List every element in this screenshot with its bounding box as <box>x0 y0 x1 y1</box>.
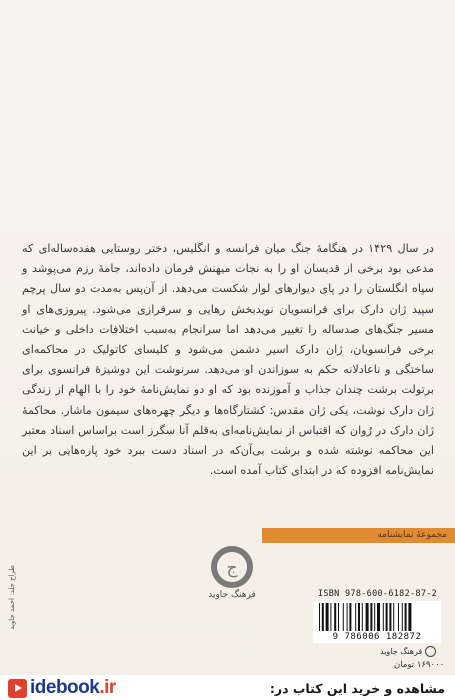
publisher-small-icon <box>425 646 436 657</box>
brand-name-main: idebook <box>30 677 100 698</box>
publisher-logo-letter: ج <box>226 558 238 578</box>
brand-name <box>30 677 116 699</box>
price: ۱۶۹۰۰۰ تومان <box>394 660 445 670</box>
isbn-text: ISBN 978-600-6182-87-2 <box>317 589 438 599</box>
promo-cta-text[interactable]: مشاهده و خرید این کتاب در: <box>269 681 445 696</box>
publisher-logo-icon <box>210 545 254 589</box>
back-cover-blurb: در سال ۱۴۲۹ در هنگامهٔ جنگ میان فرانسه و انگلیس، دختر روستایی هفده‌ساله‌ای که مدعی بود برخی از قدیسان او را به نجات میهنش فرمان داده‌اند، جامهٔ رزم می‌پوشد و سپاه انگلستان را در پای دیوارهای لوار شکست می‌دهد. از آن‌پس به‌مدت دو سال پرچم سپید ژان دارک برای فرانسویان نویدبخش رهایی و سرفرازی می‌شود. پیروزی‌های او مسیر جنگ‌های صدساله را تغییر می‌دهد اما سرانجام به‌سبب اختلافات داخلی و خیانت برخی فرانسویان، ژان دارک اسیر دشمن می‌شود و کلیسای کاتولیک در محاکمه‌ای ساختگی و ناعادلانه حکم به سوزاندن او می‌دهد. سرنوشت این دوشیزهٔ فرانسوی برای برتولت برشت چندان جذاب و آموزنده بود که او دو نمایش‌نامهٔ خود را با الهام از زندگی ژان دارک نوشت، یکی ژان مقدس: کشتارگاه‌ها و دیگر چهره‌های سیمون ماشار. محاکمهٔ ژان دارک در رُوان که اقتباس از نمایش‌نامه‌ای به‌قلم آنا سگرز است براساس اسناد معتبر این محاکمه نوشته شده و برشت بی‌آن‌که در اسناد دست ببرد خود پاره‌هایی بر این نمایش‌نامه افزوده که در ابتدای کتاب آمده است. <box>22 242 434 478</box>
publisher-small-label: فرهنگ جاوید <box>380 647 423 656</box>
idebook-logo[interactable] <box>8 677 116 699</box>
series-band <box>262 528 455 543</box>
publisher-logo-text: فرهنگ جاوید <box>208 590 256 600</box>
series-label: مجموعهٔ نمایشنامه <box>377 530 447 540</box>
cover-designer-credit: طراح جلد: احمد جاوید <box>8 565 16 630</box>
brand-tld: .ir <box>99 677 116 698</box>
barcode-number: 9 786006 182872 <box>313 632 441 642</box>
publisher-small-name <box>380 646 436 657</box>
play-icon <box>8 679 27 698</box>
publisher-logo <box>203 545 261 600</box>
barcode-bars <box>313 601 441 633</box>
